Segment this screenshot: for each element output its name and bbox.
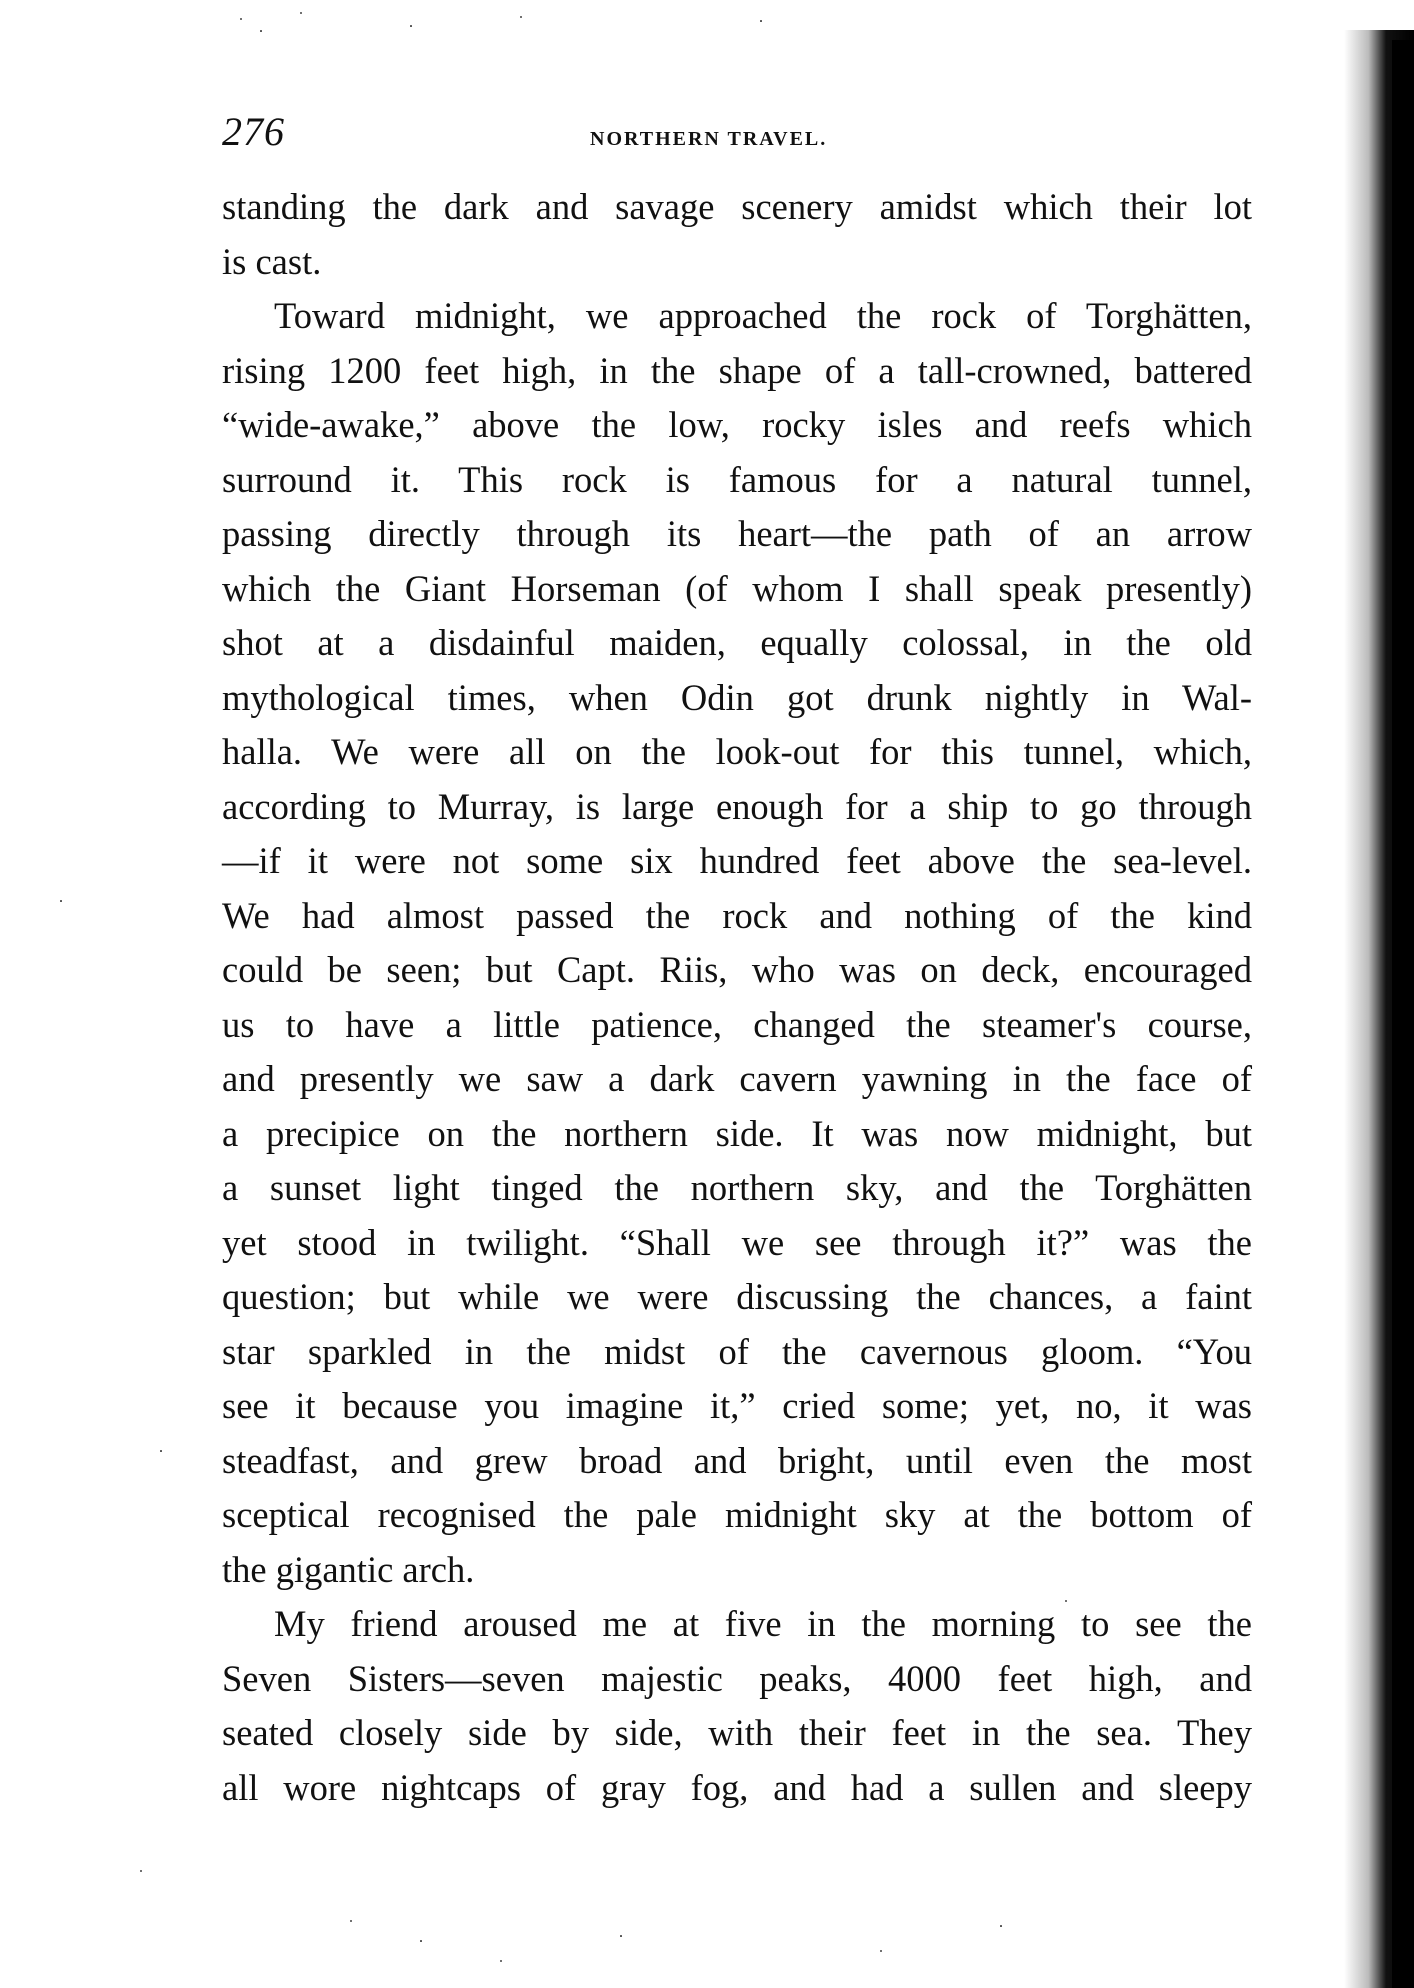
text-line: and presently we saw a dark cavern yawning in the face of	[222, 1058, 1252, 1099]
speck	[500, 1960, 502, 1962]
text-line: which the Giant Horseman (of whom I shall speak presently)	[222, 567, 1252, 609]
speck	[420, 1940, 422, 1942]
text-line: We had almost passed the rock and nothing of the kind	[222, 894, 1252, 936]
text-line: us to have a little patience, changed the steamer's course,	[222, 1003, 1252, 1045]
page-header	[222, 108, 1242, 158]
text-line: surround it. This rock is famous for a natural tunnel,	[222, 458, 1252, 500]
text-line: could be seen; but Capt. Riis, who was on deck, encouraged	[222, 949, 1252, 990]
speck	[260, 30, 262, 32]
body-text	[222, 180, 1252, 1815]
text-line: sceptical recognised the pale midnight sky at the bottom of	[222, 1494, 1252, 1535]
text-line: steadfast, and grew broad and bright, until even the most	[222, 1439, 1252, 1481]
binding-edge	[1392, 40, 1414, 1988]
speck	[1000, 1925, 1002, 1927]
speck	[1065, 1600, 1067, 1602]
text-line: according to Murray, is large enough for a ship to go through	[222, 785, 1252, 827]
speck	[300, 12, 302, 14]
speck	[520, 16, 522, 18]
text-line: Seven Sisters—seven majestic peaks, 4000 feet high, and	[222, 1657, 1252, 1699]
text-line: —if it were not some six hundred feet above the sea-level.	[222, 840, 1252, 881]
speck	[760, 20, 762, 22]
speck	[160, 1450, 162, 1452]
running-head: NORTHERN TRAVEL.	[590, 128, 828, 150]
text-line: star sparkled in the midst of the cavernous gloom. “You	[222, 1330, 1252, 1372]
speck	[350, 1920, 352, 1922]
text-line: My friend aroused me at five in the morning to see the	[274, 1603, 1252, 1644]
text-line: shot at a disdainful maiden, equally colossal, in the old	[222, 622, 1252, 663]
text-line: “wide-awake,” above the low, rocky isles and reefs which	[222, 404, 1252, 445]
speck	[240, 18, 242, 20]
text-line: rising 1200 feet high, in the shape of a tall-crowned, battered	[222, 349, 1252, 391]
text-line: passing directly through its heart—the path of an arrow	[222, 513, 1252, 554]
text-line: seated closely side by side, with their feet in the sea. They	[222, 1712, 1252, 1753]
speck	[880, 1950, 882, 1952]
speck	[60, 900, 62, 902]
text-line: mythological times, when Odin got drunk nightly in Wal-	[222, 676, 1252, 718]
text-line: see it because you imagine it,” cried some; yet, no, it was	[222, 1385, 1252, 1426]
text-line: all wore nightcaps of gray fog, and had a sullen and sleepy	[222, 1766, 1252, 1808]
speck	[620, 1935, 622, 1937]
text-line: a sunset light tinged the northern sky, and the Torghätten	[222, 1167, 1252, 1208]
text-line: is cast.	[222, 240, 322, 282]
text-line: Toward midnight, we approached the rock of Torghätten,	[274, 295, 1252, 336]
text-line: the gigantic arch.	[222, 1548, 475, 1590]
text-line: standing the dark and savage scenery amidst which their lot	[222, 186, 1252, 227]
text-line: question; but while we were discussing the chances, a faint	[222, 1276, 1252, 1317]
text-line: halla. We were all on the look-out for this tunnel, which,	[222, 731, 1252, 772]
speck	[410, 25, 412, 27]
text-line: a precipice on the northern side. It was now midnight, but	[222, 1112, 1252, 1154]
text-line: yet stood in twilight. “Shall we see through it?” was the	[222, 1221, 1252, 1263]
speck	[140, 1870, 142, 1872]
page-number: 276	[222, 109, 285, 154]
